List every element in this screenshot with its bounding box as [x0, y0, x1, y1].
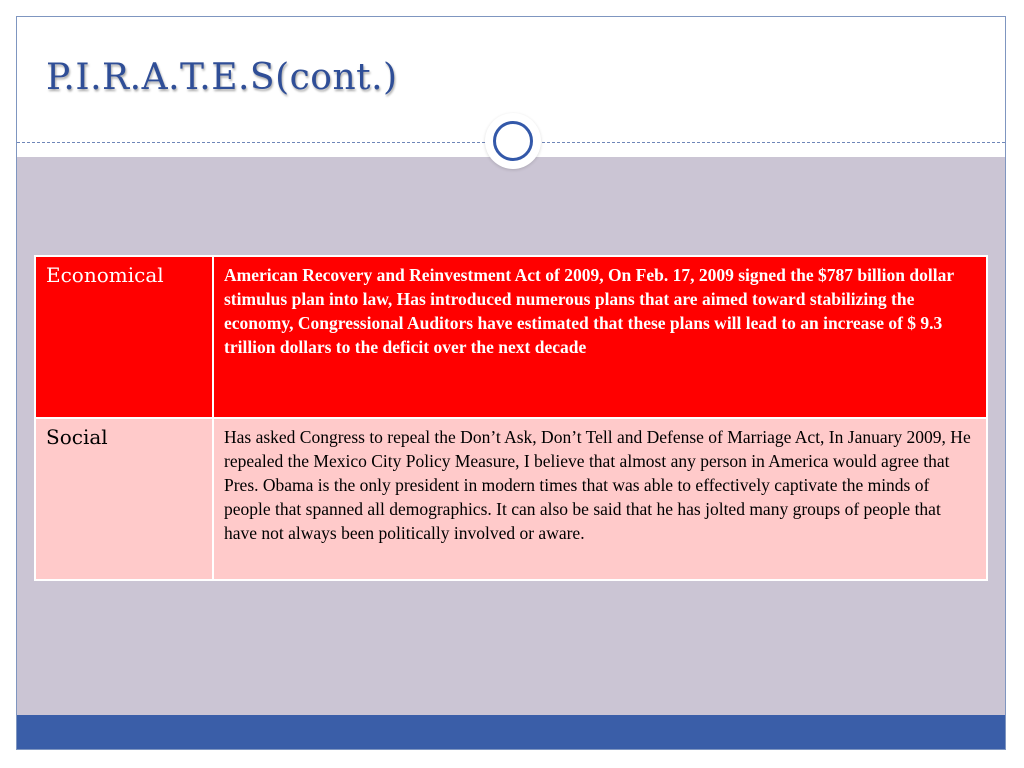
row-label-social: Social — [35, 418, 213, 580]
slide — [16, 16, 1006, 750]
row-text-social: Has asked Congress to repeal the Don’t Ask, Don’t Tell and Defense of Marriage Act, In January 2009, He repealed the Mexico City Policy Measure, I believe that almost any person in America would agree that Pres. Obama is the only president in modern times that was able to effectively captivate the minds of people that spanned all demographics. It can also be said that he has jolted many groups of people that have not always been politically involved or aware. — [213, 418, 987, 580]
pirates-table — [34, 255, 988, 581]
footer-bar — [17, 715, 1005, 749]
table-row-economical — [35, 256, 987, 418]
row-label-economical: Economical — [35, 256, 213, 418]
content-area — [17, 157, 1005, 717]
row-text-economical: American Recovery and Reinvestment Act of 2009, On Feb. 17, 2009 signed the $787 billion dollar stimulus plan into law, Has introduced numerous plans that are aimed toward stabilizing the economy, Congressional Auditors have estimated that these plans will lead to an increase of $ 9.3 trillion dollars to the deficit over the next decade — [213, 256, 987, 418]
circle-ornament-icon — [485, 113, 541, 169]
slide-title: P.I.R.A.T.E.S(cont.) — [46, 57, 398, 98]
table-row-social — [35, 418, 987, 580]
